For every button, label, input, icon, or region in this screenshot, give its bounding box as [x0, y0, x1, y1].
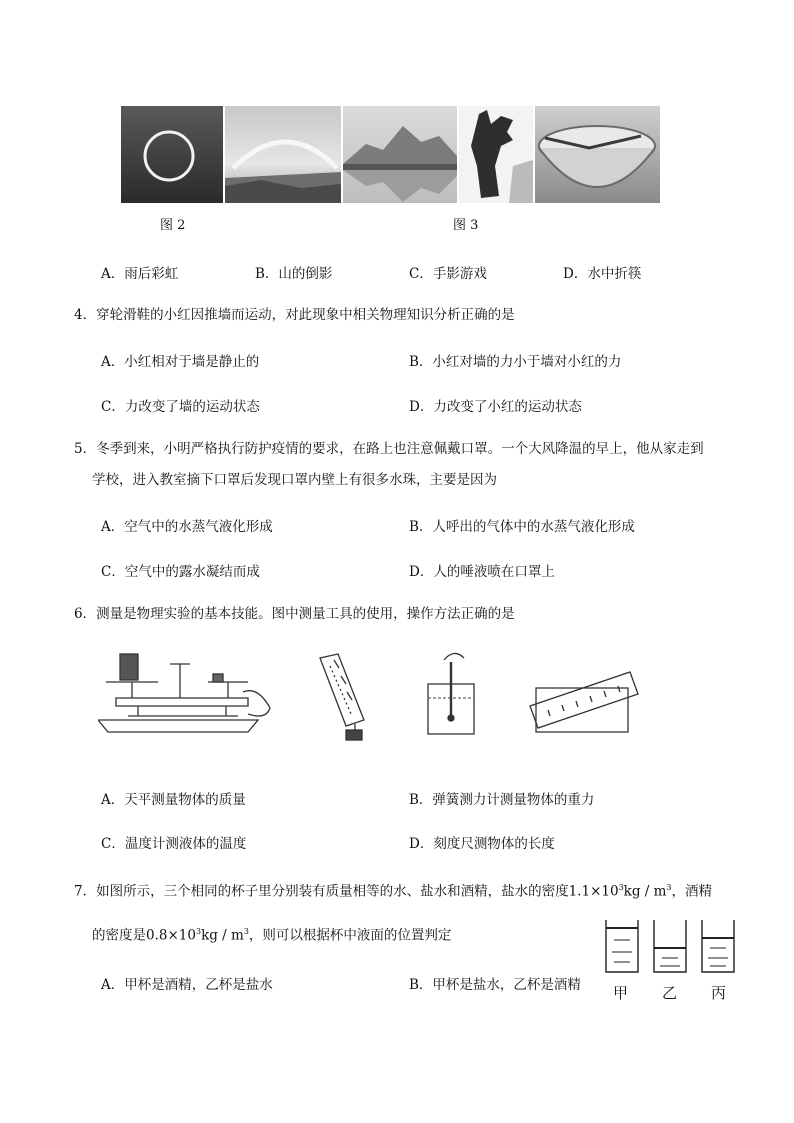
figure-3-caption: 图 3: [453, 218, 479, 233]
q5-option-a: A．空气中的水蒸气液化形成: [101, 519, 273, 535]
halo-photo: [121, 106, 223, 203]
q4-option-a: A．小红相对于墙是静止的: [101, 354, 260, 370]
q7-line2-pre: 的密度是: [92, 927, 146, 944]
q3-option-c: C．手影游戏: [409, 266, 487, 282]
q6-figure: [98, 646, 658, 751]
q4-option-b: B．小红对墙的力小于墙对小红的力: [409, 354, 622, 370]
ruler-icon: [530, 672, 638, 732]
alcohol-unit-exp: 3: [243, 927, 249, 936]
q6-stem: 6．测量是物理实验的基本技能。图中测量工具的使用，操作方法正确的是: [74, 606, 515, 622]
q5-stem-line2: 学校，进入教室摘下口罩后发现口罩内壁上有很多水珠，主要是因为: [92, 472, 497, 488]
cup-label-yi: 乙: [662, 984, 678, 1002]
q3-option-a: A．雨后彩虹: [101, 266, 179, 282]
q3-option-b: B．山的倒影: [255, 266, 333, 282]
q4-option-c: C．力改变了墙的运动状态: [101, 399, 260, 415]
q6-option-a: A．天平测量物体的质量: [101, 792, 246, 808]
alcohol-density-unit: kg / m: [201, 927, 244, 944]
saltwater-density-exp: 3: [618, 883, 624, 892]
cup-yi: [654, 920, 686, 972]
three-cups-drawing: [600, 916, 760, 976]
mountain-reflection-photo: [343, 106, 457, 203]
alcohol-density-exp: 3: [195, 927, 202, 936]
saltwater-density-unit: kg / m: [623, 883, 667, 900]
alcohol-density-coef: 0.8×10: [146, 927, 196, 944]
thermometer-icon: [428, 653, 474, 734]
cup-label-bing: 丙: [711, 984, 727, 1002]
q7-line1-pre: 7．如图所示，三个相同的杯子里分别装有质量相等的水、盐水和酒精，盐水的密度: [74, 883, 569, 900]
balance-scale-icon: [98, 654, 270, 732]
q7-option-b: B．甲杯是盐水，乙杯是酒精: [409, 977, 581, 993]
q6-option-b: B．弹簧测力计测量物体的重力: [409, 792, 595, 808]
figure-2-caption: 图 2: [160, 218, 186, 233]
q4-stem: 4．穿轮滑鞋的小红因推墙而运动，对此现象中相关物理知识分析正确的是: [74, 307, 515, 323]
q5-stem-line1: 5．冬季到来，小明严格执行防护疫情的要求，在路上也注意佩戴口罩。一个大风降温的早上，他从家走到: [74, 441, 704, 457]
cup-label-jia: 甲: [613, 984, 629, 1002]
q6-option-d: D．刻度尺测物体的长度: [409, 836, 555, 852]
q7-stem-line2: [92, 922, 451, 946]
measurement-tools-drawing: [98, 646, 658, 751]
q5-option-b: B．人呼出的气体中的水蒸气液化形成: [409, 519, 635, 535]
q5-option-c: C．空气中的露水凝结而成: [101, 564, 260, 580]
bent-chopstick-photo: [535, 106, 660, 203]
q3-option-d: D．水中折筷: [563, 266, 642, 282]
q6-option-c: C．温度计测液体的温度: [101, 836, 247, 852]
rainbow-photo: [225, 106, 341, 203]
figure-strip: [121, 106, 660, 203]
q7-line1-post: ，酒精: [671, 883, 713, 900]
saltwater-density-coef: 1.1×10: [568, 883, 619, 900]
q7-option-a: A．甲杯是酒精，乙杯是盐水: [101, 977, 273, 993]
q7-line2-post: ，则可以根据杯中液面的位置判定: [248, 927, 452, 944]
q7-stem-line1: [74, 878, 712, 902]
q5-option-d: D．人的唾液喷在口罩上: [409, 564, 555, 580]
saltwater-unit-exp: 3: [666, 883, 672, 892]
spring-scale-icon: [320, 654, 364, 740]
hand-shadow-photo: [459, 106, 533, 203]
photo-strip: [121, 106, 660, 203]
cup-bing: [702, 920, 734, 972]
q4-option-d: D．力改变了小红的运动状态: [409, 399, 582, 415]
